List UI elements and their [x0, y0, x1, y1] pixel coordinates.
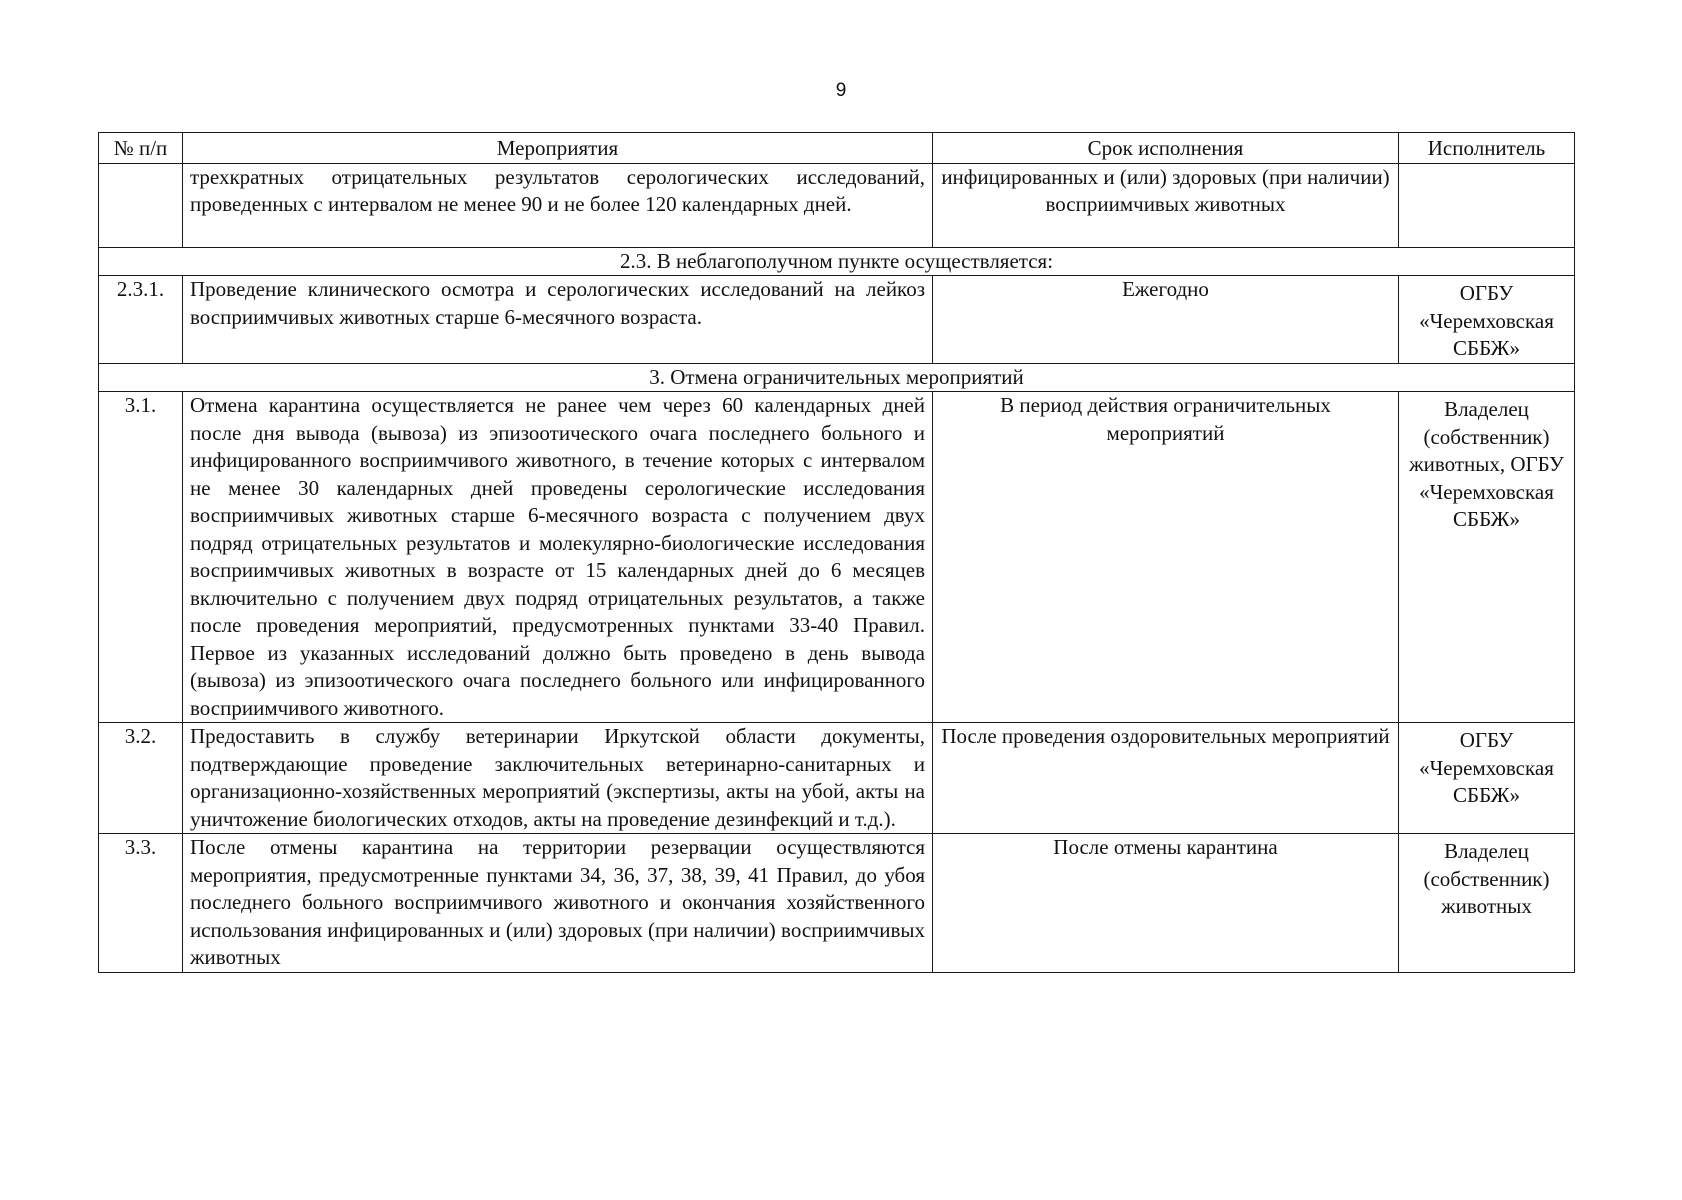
row-activity: Проведение клинического осмотра и серологических исследований на лейкоз восприимчивых животных старше 6-месячного возраста. — [183, 276, 933, 364]
section-title: 3. Отмена ограничительных мероприятий — [99, 363, 1575, 392]
header-executor: Исполнитель — [1399, 133, 1575, 164]
table-row-3-2 — [99, 723, 1575, 834]
row-num: 2.3.1. — [99, 276, 183, 364]
row-executor — [1399, 163, 1575, 247]
row-activity: Предоставить в службу ветеринарии Иркутской области документы, подтверждающие проведение заключительных ветеринарно-санитарных и организационно-хозяйственных мероприятий (экспертизы, акты на убой, акты на уничтожение биологических отходов, акты на проведение дезинфекций и т.д.). — [183, 723, 933, 834]
table-row-continuation — [99, 163, 1575, 247]
row-activity: Отмена карантина осуществляется не ранее чем через 60 календарных дней после дня вывода (вывоза) из эпизоотического очага последнего больного и инфицированного восприимчивого животного, в течение которых с интервалом не менее 30 календарных дней проведены серологические исследования восприимчивых животных старше 6-месячного возраста с получением двух подряд отрицательных результатов и молекулярно-биологические исследования восприимчивых животных в возрасте от 15 календарных дней до 6 месяцев включительно с получением двух подряд отрицательных результатов, а также после проведения мероприятий, предусмотренных пунктами 33-40 Правил. Первое из указанных исследований должно быть проведено в день вывода (вывоза) из эпизоотического очага последнего больного или инфицированного восприимчивого животного. — [183, 392, 933, 723]
table-row-3-1 — [99, 392, 1575, 723]
row-num — [99, 163, 183, 247]
section-heading-2-3 — [99, 247, 1575, 276]
section-title: 2.3. В неблагополучном пункте осуществляется: — [99, 247, 1575, 276]
row-executor: Владелец (собственник) животных, ОГБУ «Черемховская СББЖ» — [1399, 392, 1575, 723]
page-number: 9 — [835, 80, 847, 101]
row-activity: После отмены карантина на территории резервации осуществляются мероприятия, предусмотренные пунктами 34, 36, 37, 38, 39, 41 Правил, до убоя последнего больного восприимчивого животного и окончания хозяйственного использования инфицированных и (или) здоровых (при наличии) восприимчивых животных — [183, 834, 933, 973]
row-activity: трехкратных отрицательных результатов серологических исследований, проведенных с интервалом не менее 90 и не более 120 календарных дней. — [183, 163, 933, 247]
section-heading-3 — [99, 363, 1575, 392]
header-term: Срок исполнения — [933, 133, 1399, 164]
row-executor: Владелец (собственник) животных — [1399, 834, 1575, 973]
header-num: № п/п — [99, 133, 183, 164]
row-term: После проведения оздоровительных мероприятий — [933, 723, 1399, 834]
measures-table — [98, 132, 1575, 973]
table-row-3-3 — [99, 834, 1575, 973]
row-term: инфицированных и (или) здоровых (при наличии) восприимчивых животных — [933, 163, 1399, 247]
row-executor: ОГБУ «Черемховская СББЖ» — [1399, 723, 1575, 834]
table-row-2-3-1 — [99, 276, 1575, 364]
row-term: В период действия ограничительных мероприятий — [933, 392, 1399, 723]
row-num: 3.3. — [99, 834, 183, 973]
header-activities: Мероприятия — [183, 133, 933, 164]
row-term: После отмены карантина — [933, 834, 1399, 973]
row-num: 3.1. — [99, 392, 183, 723]
table-header-row — [99, 133, 1575, 164]
row-executor: ОГБУ «Черемховская СББЖ» — [1399, 276, 1575, 364]
row-num: 3.2. — [99, 723, 183, 834]
row-term: Ежегодно — [933, 276, 1399, 364]
